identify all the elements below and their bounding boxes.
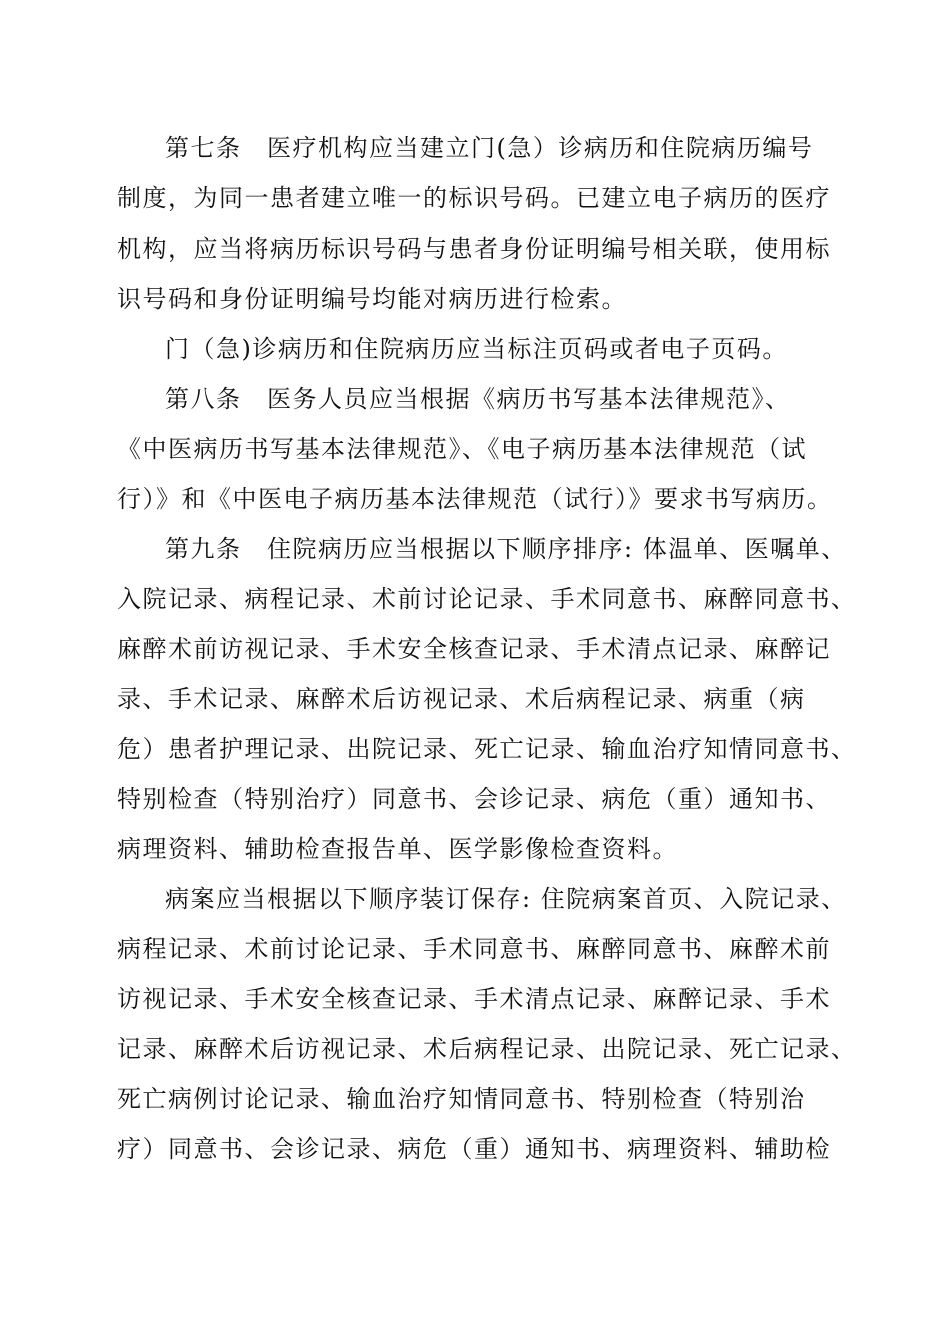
text-line: 麻醉术前访视记录、手术安全核查记录、手术清点记录、麻醉记: [117, 635, 831, 663]
text-line: 死亡病例讨论记录、输血治疗知情同意书、特别检查（特别治: [117, 1085, 806, 1113]
text-line: 制度，为同一患者建立唯一的标识号码。已建立电子病历的医疗: [117, 184, 831, 212]
text-line: 《中医病历书写基本法律规范》、《电子病历基本法律规范（试: [117, 435, 807, 463]
text-line: 记录、麻醉术后访视记录、术后病程记录、出院记录、死亡记录、: [117, 1035, 857, 1063]
text-line: 入院记录、病程记录、术前讨论记录、手术同意书、麻醉同意书、: [117, 585, 857, 613]
text-line: 病理资料、辅助检查报告单、医学影像检查资料。: [117, 835, 678, 863]
text-line: 危）患者护理记录、出院记录、死亡记录、输血治疗知情同意书、: [117, 735, 857, 763]
text-line: 第八条 医务人员应当根据《病历书写基本法律规范》、: [165, 385, 791, 413]
text-line: 机构，应当将病历标识号码与患者身份证明编号相关联，使用标: [117, 235, 831, 263]
text-line: 疗）同意书、会诊记录、病危（重）通知书、病理资料、辅助检: [117, 1135, 831, 1163]
text-line: 第九条 住院病历应当根据以下顺序排序: 体温单、医嘱单、: [165, 535, 847, 563]
text-line: 门（急)诊病历和住院病历应当标注页码或者电子页码。: [165, 335, 788, 363]
text-line: 第七条 医疗机构应当建立门(急）诊病历和住院病历编号: [165, 134, 814, 162]
text-line: 录、手术记录、麻醉术后访视记录、术后病程记录、病重（病: [117, 685, 806, 713]
text-line: 特别检查（特别治疗）同意书、会诊记录、病危（重）通知书、: [117, 785, 831, 813]
text-line: 行）》和《中医电子病历基本法律规范（试行）》要求书写病历。: [117, 485, 833, 513]
text-line: 访视记录、手术安全核查记录、手术清点记录、麻醉记录、手术: [117, 985, 831, 1013]
text-line: 病案应当根据以下顺序装订保存: 住院病案首页、入院记录、: [165, 885, 847, 913]
text-line: 识号码和身份证明编号均能对病历进行检索。: [117, 285, 627, 313]
text-line: 病程记录、术前讨论记录、手术同意书、麻醉同意书、麻醉术前: [117, 935, 831, 963]
